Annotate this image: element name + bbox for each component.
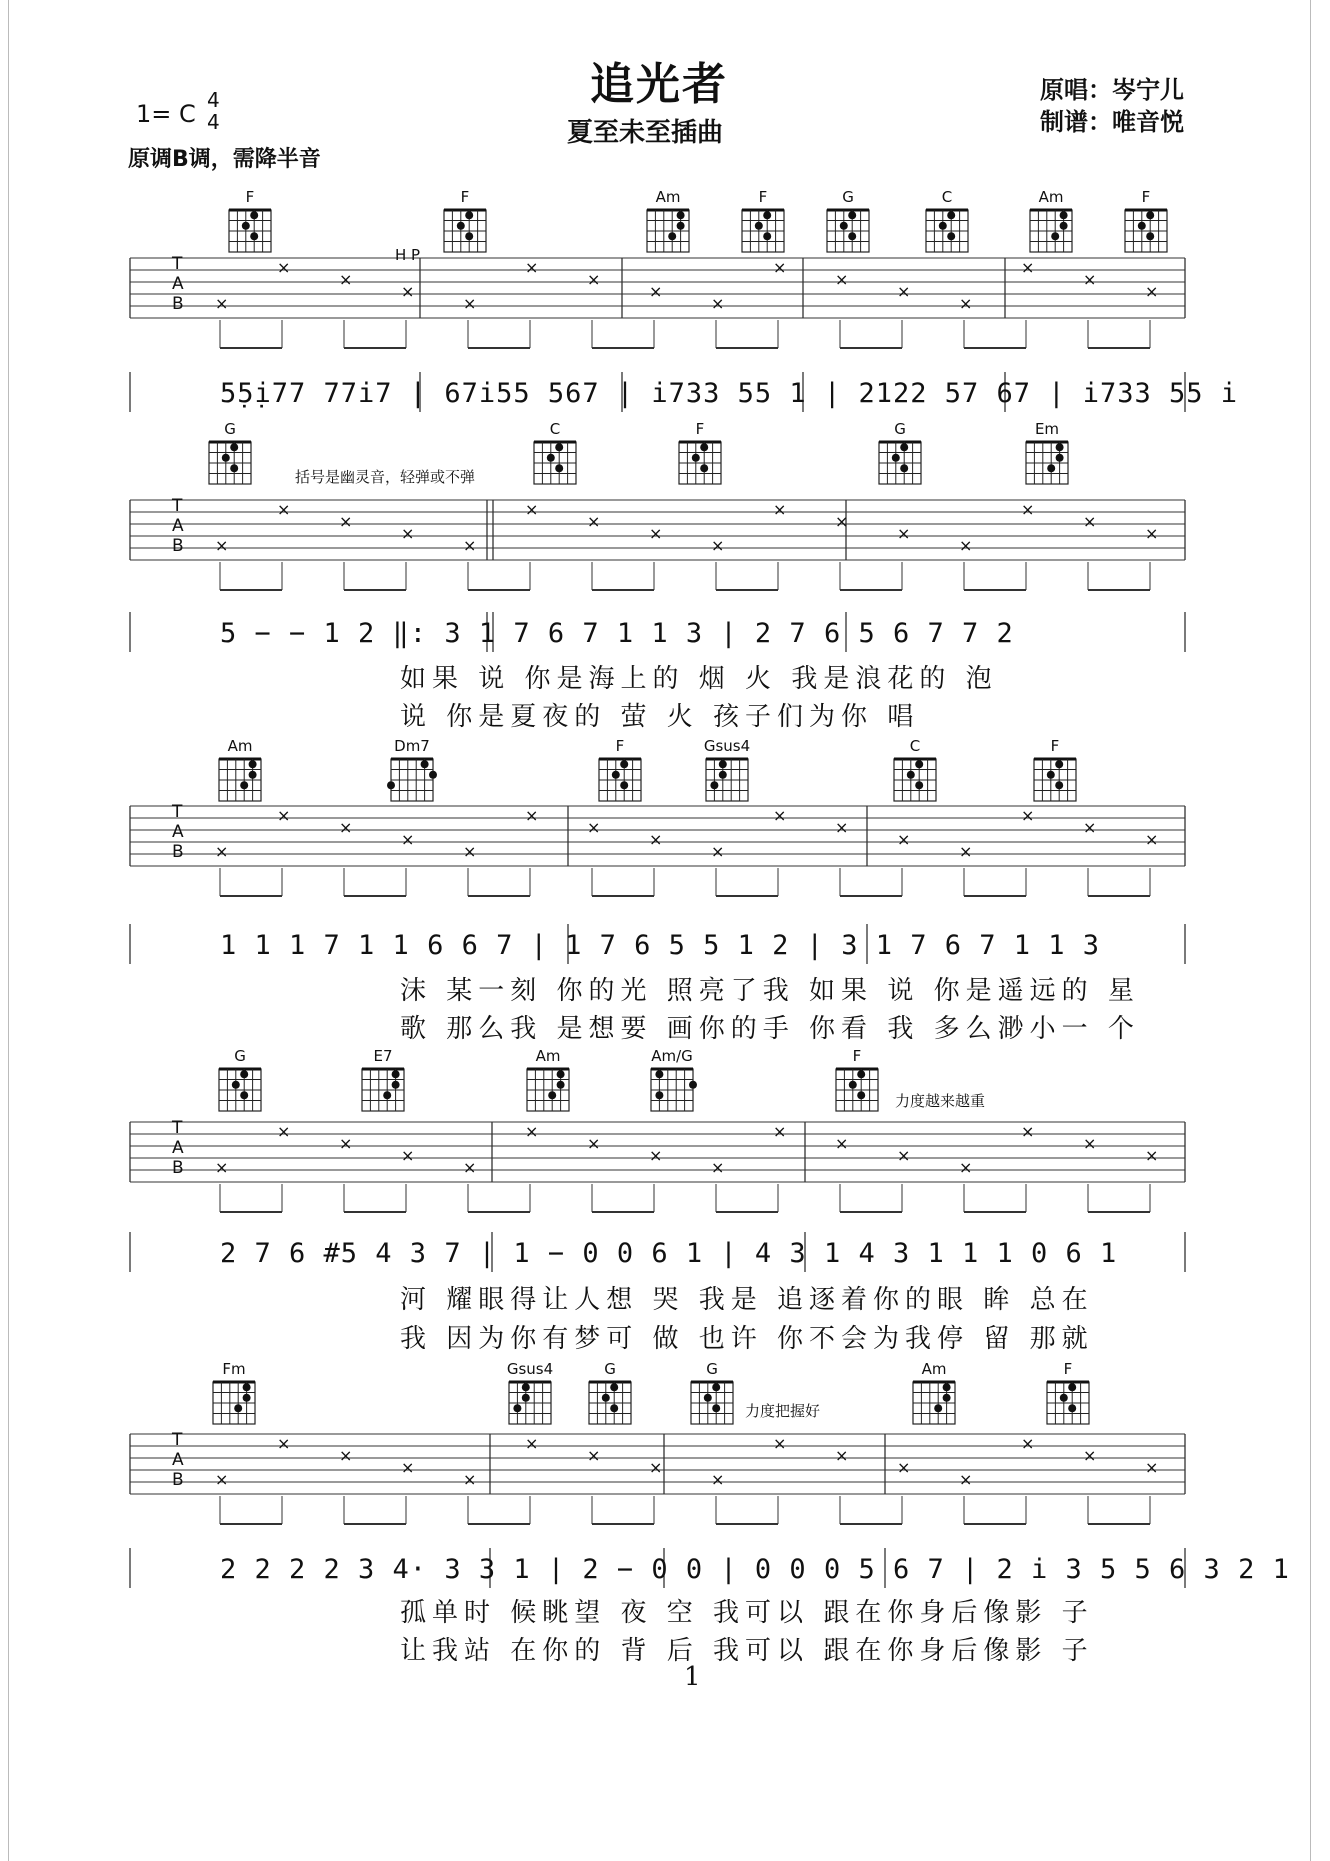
tab-strum-mark: × (1083, 270, 1097, 289)
chord-finger-dot (557, 1070, 565, 1078)
chord-finger-dot (712, 1404, 720, 1412)
tab-strum-mark: × (463, 1158, 477, 1177)
chord-finger-dot (421, 760, 429, 768)
tab-strum-mark: × (1021, 258, 1035, 277)
tab-strum-mark: × (401, 524, 415, 543)
chord-finger-dot (222, 454, 230, 462)
tab-clef-B: B (172, 1470, 184, 1490)
tab-strum-mark: × (215, 1470, 229, 1489)
chord-name-label: Am (227, 737, 253, 755)
chord-finger-dot (710, 781, 718, 789)
tab-strum-mark: × (773, 1122, 787, 1141)
tab-strum-mark: × (215, 536, 229, 555)
chord-finger-dot (249, 760, 257, 768)
tab-strum-mark: × (525, 258, 539, 277)
chord-finger-dot (243, 1394, 251, 1402)
tab-strum-mark: × (773, 258, 787, 277)
chord-finger-dot (719, 771, 727, 779)
tab-strum-mark: × (649, 1458, 663, 1477)
chord-finger-dot (934, 1404, 942, 1412)
tab-clef-B: B (172, 536, 184, 556)
chord-finger-dot (915, 760, 923, 768)
tab-strum-mark: × (897, 830, 911, 849)
tab-strum-mark: × (1021, 1122, 1035, 1141)
tab-strum-mark: × (649, 282, 663, 301)
tab-strum-mark: × (215, 842, 229, 861)
chord-name-label: F (460, 188, 470, 206)
chord-finger-dot (234, 1404, 242, 1412)
chord-finger-dot (1056, 443, 1064, 451)
tab-clef-A: A (172, 822, 184, 842)
chord-finger-dot (655, 1070, 663, 1078)
chord-finger-dot (943, 1383, 951, 1391)
chord-finger-dot (602, 1394, 610, 1402)
chord-finger-dot (465, 232, 473, 240)
tab-clef-T: T (172, 802, 183, 822)
chord-finger-dot (242, 222, 250, 230)
chord-finger-dot (857, 1070, 865, 1078)
chord-name-label: Am (535, 1047, 561, 1065)
chord-name-label: F (695, 420, 705, 438)
tab-strum-mark: × (897, 1146, 911, 1165)
tab-strum-mark: × (1145, 282, 1159, 301)
tab-clef-T: T (172, 1430, 183, 1450)
chord-finger-dot (1047, 771, 1055, 779)
lyrics-verse-2: 我 因为你有梦可 做 也许 你不会为我停 留 那就 (400, 1324, 1094, 1354)
chord-finger-dot (907, 771, 915, 779)
chord-finger-dot (892, 454, 900, 462)
tab-strum-mark: × (587, 1134, 601, 1153)
chord-finger-dot (857, 1091, 865, 1099)
chord-finger-dot (692, 454, 700, 462)
tab-strum-mark: × (835, 1134, 849, 1153)
chord-finger-dot (392, 1081, 400, 1089)
tab-strum-mark: × (1083, 512, 1097, 531)
tab-strum-mark: × (1145, 830, 1159, 849)
chord-finger-dot (465, 211, 473, 219)
tab-strum-mark: × (587, 270, 601, 289)
tab-strum-mark: × (339, 818, 353, 837)
tab-strum-mark: × (1021, 806, 1035, 825)
chord-name-label: Am (1038, 188, 1064, 206)
chord-finger-dot (548, 1091, 556, 1099)
lyrics-verse-1: 如果 说 你是海上的 烟 火 我是浪花的 泡 (400, 664, 998, 694)
tab-strum-mark: × (277, 258, 291, 277)
jianpu-notation: 2 2 2 2 3 4· 3 3 1 | 2 − 0 0 | 0 0 0 5 6 7 | 2 i 3 5 5 6 3 2 1 (220, 1554, 1290, 1585)
tab-strum-mark: × (649, 1146, 663, 1165)
tab-strum-mark: × (587, 512, 601, 531)
chord-finger-dot (522, 1383, 530, 1391)
chord-finger-dot (547, 454, 555, 462)
tab-clef-B: B (172, 294, 184, 314)
chord-finger-dot (947, 232, 955, 240)
chord-name-label: Am (655, 188, 681, 206)
tab-strum-mark: × (587, 818, 601, 837)
chord-finger-dot (620, 760, 628, 768)
tab-strum-mark: × (1083, 818, 1097, 837)
tab-strum-mark: × (1145, 1146, 1159, 1165)
jianpu-notation: 2 7 6 #5 4 3 7 | 1 − 0 0 6 1 | 4 3 1 4 3 1 1 1 0 6 1 (220, 1238, 1118, 1269)
chord-finger-dot (763, 232, 771, 240)
tab-clef-A: A (172, 274, 184, 294)
chord-finger-dot (1138, 222, 1146, 230)
chord-finger-dot (1055, 760, 1063, 768)
tab-strum-mark: × (339, 1446, 353, 1465)
tab-strum-mark: × (897, 1458, 911, 1477)
tab-strum-mark: × (711, 1470, 725, 1489)
page-number: 1 (684, 1662, 701, 1692)
chord-finger-dot (230, 443, 238, 451)
tab-strum-mark: × (773, 500, 787, 519)
arranger: 制谱：唯音悦 (1040, 108, 1184, 136)
tab-strum-mark: × (525, 1122, 539, 1141)
tab-strum-mark: × (835, 270, 849, 289)
chord-finger-dot (232, 1081, 240, 1089)
tab-strum-mark: × (339, 512, 353, 531)
chord-name-label: Fm (222, 1360, 246, 1378)
chord-finger-dot (522, 1394, 530, 1402)
chord-finger-dot (1060, 222, 1068, 230)
jianpu-notation: 5̣5̣i77 77i7 | 67i55 567 | i733 55 1 | 2122 57 67 | i733 55 i (220, 378, 1239, 409)
tab-strum-mark: × (525, 500, 539, 519)
chord-finger-dot (230, 464, 238, 472)
tab-strum-mark: × (835, 512, 849, 531)
tab-strum-mark: × (649, 830, 663, 849)
chord-finger-dot (704, 1394, 712, 1402)
tab-strum-mark: × (277, 1122, 291, 1141)
tab-strum-mark: × (339, 1134, 353, 1153)
chord-name-label: F (245, 188, 255, 206)
tab-strum-mark: × (1145, 524, 1159, 543)
tab-strum-mark: × (897, 282, 911, 301)
chord-finger-dot (612, 771, 620, 779)
tab-strum-mark: × (525, 806, 539, 825)
chord-finger-dot (1146, 232, 1154, 240)
tab-strum-mark: × (711, 842, 725, 861)
chord-finger-dot (1068, 1404, 1076, 1412)
chord-name-label: G (224, 420, 236, 438)
chord-finger-dot (392, 1070, 400, 1078)
chord-finger-dot (250, 232, 258, 240)
chord-finger-dot (677, 222, 685, 230)
chord-name-label: F (615, 737, 625, 755)
tab-strum-mark: × (835, 818, 849, 837)
tab-strum-mark: × (401, 830, 415, 849)
key-signature: 1= C (136, 100, 196, 128)
jianpu-notation: 1 1 1 7 1 1 6 6 7 | 1 7 6 5 5 1 2 | 3 1 7 6 7 1 1 3 (220, 930, 1101, 961)
chord-name-label: C (941, 188, 953, 206)
chord-finger-dot (620, 781, 628, 789)
tab-clef-T: T (172, 254, 183, 274)
chord-finger-dot (555, 443, 563, 451)
chord-name-label: Dm7 (394, 737, 430, 755)
tab-strum-mark: × (401, 1458, 415, 1477)
chord-finger-dot (250, 211, 258, 219)
original-singer: 原唱：岑宁儿 (1040, 76, 1184, 104)
chord-finger-dot (900, 464, 908, 472)
tab-strum-mark: × (711, 536, 725, 555)
tab-strum-mark: × (1021, 1434, 1035, 1453)
lyrics-verse-2: 让我站 在你的 背 后 我可以 跟在你身后像影 子 (400, 1636, 1094, 1666)
tab-strum-mark: × (463, 294, 477, 313)
tab-strum-mark: × (959, 294, 973, 313)
chord-name-label: C (549, 420, 561, 438)
chord-finger-dot (840, 222, 848, 230)
chord-name-label: F (852, 1047, 862, 1065)
tab-strum-mark: × (959, 1158, 973, 1177)
tab-strum-mark: × (773, 1434, 787, 1453)
chord-finger-dot (848, 232, 856, 240)
chord-name-label: F (1050, 737, 1060, 755)
tab-strum-mark: × (773, 806, 787, 825)
chord-finger-dot (712, 1383, 720, 1391)
chord-finger-dot (849, 1081, 857, 1089)
lyrics-verse-1: 河 耀眼得让人想 哭 我是 追逐着你的眼 眸 总在 (400, 1285, 1094, 1315)
tab-strum-mark: × (463, 1470, 477, 1489)
chord-finger-dot (677, 211, 685, 219)
tab-strum-mark: × (1083, 1134, 1097, 1153)
performance-note: H P (395, 246, 421, 264)
tab-strum-mark: × (401, 282, 415, 301)
chord-finger-dot (383, 1091, 391, 1099)
tab-strum-mark: × (1145, 1458, 1159, 1477)
chord-name-label: F (1063, 1360, 1073, 1378)
chord-name-label: Gsus4 (506, 1360, 554, 1378)
chord-finger-dot (249, 771, 257, 779)
tab-strum-mark: × (525, 1434, 539, 1453)
chord-finger-dot (1056, 454, 1064, 462)
chord-finger-dot (1060, 211, 1068, 219)
chord-finger-dot (243, 1383, 251, 1391)
chord-name-label: F (758, 188, 768, 206)
chord-finger-dot (689, 1081, 697, 1089)
tab-clef-B: B (172, 842, 184, 862)
tab-strum-mark: × (339, 270, 353, 289)
performance-note: 力度把握好 (745, 1402, 821, 1420)
performance-note: 力度越来越重 (895, 1092, 986, 1110)
chord-finger-dot (943, 1394, 951, 1402)
tab-clef-A: A (172, 1138, 184, 1158)
tab-strum-mark: × (277, 500, 291, 519)
tab-strum-mark: × (897, 524, 911, 543)
chord-finger-dot (700, 443, 708, 451)
tab-strum-mark: × (277, 1434, 291, 1453)
chord-name-label: G (234, 1047, 246, 1065)
chord-finger-dot (1068, 1383, 1076, 1391)
tab-strum-mark: × (401, 1146, 415, 1165)
chord-finger-dot (915, 781, 923, 789)
chord-finger-dot (387, 781, 395, 789)
lyrics-verse-2: 说 你是夏夜的 萤 火 孩子们为你 唱 (400, 702, 920, 732)
chord-name-label: G (706, 1360, 718, 1378)
lyrics-verse-1: 孤单时 候眺望 夜 空 我可以 跟在你身后像影 子 (400, 1598, 1094, 1628)
tab-strum-mark: × (649, 524, 663, 543)
tab-clef-A: A (172, 516, 184, 536)
tab-strum-mark: × (835, 1446, 849, 1465)
chord-finger-dot (755, 222, 763, 230)
jianpu-notation: 5 − − 1 2 ‖: 3 1 7 6 7 1 1 3 | 2 7 6 5 6 7 7 2 (220, 618, 1014, 649)
chord-finger-dot (1055, 781, 1063, 789)
tab-clef-A: A (172, 1450, 184, 1470)
tab-strum-mark: × (1083, 1446, 1097, 1465)
time-signature-bottom: 4 (207, 110, 220, 134)
tab-strum-mark: × (959, 536, 973, 555)
chord-name-label: G (604, 1360, 616, 1378)
chord-finger-dot (610, 1404, 618, 1412)
tab-strum-mark: × (587, 1446, 601, 1465)
chord-name-label: Em (1034, 420, 1060, 438)
chord-finger-dot (1051, 232, 1059, 240)
tab-clef-T: T (172, 496, 183, 516)
chord-finger-dot (947, 211, 955, 219)
performance-note: 括号是幽灵音，轻弹或不弹 (295, 468, 476, 486)
chord-finger-dot (1060, 1394, 1068, 1402)
chord-finger-dot (1047, 464, 1055, 472)
tab-strum-mark: × (215, 294, 229, 313)
chord-finger-dot (429, 771, 437, 779)
chord-finger-dot (610, 1383, 618, 1391)
chord-name-label: G (842, 188, 854, 206)
lyrics-verse-1: 沫 某一刻 你的光 照亮了我 如果 说 你是遥远的 星 (400, 976, 1140, 1006)
chord-finger-dot (700, 464, 708, 472)
time-signature-top: 4 (207, 88, 220, 112)
chord-finger-dot (555, 464, 563, 472)
chord-finger-dot (719, 760, 727, 768)
tab-strum-mark: × (711, 1158, 725, 1177)
chord-finger-dot (240, 1091, 248, 1099)
tab-clef-B: B (172, 1158, 184, 1178)
song-subtitle: 夏至未至插曲 (567, 118, 724, 148)
chord-name-label: G (894, 420, 906, 438)
tab-strum-mark: × (463, 536, 477, 555)
chord-finger-dot (900, 443, 908, 451)
tab-strum-mark: × (1021, 500, 1035, 519)
tab-strum-mark: × (959, 1470, 973, 1489)
chord-finger-dot (939, 222, 947, 230)
tab-strum-mark: × (959, 842, 973, 861)
lyrics-verse-2: 歌 那么我 是想要 画你的手 你看 我 多么渺小一 个 (400, 1014, 1140, 1044)
tab-strum-mark: × (711, 294, 725, 313)
tab-strum-mark: × (215, 1158, 229, 1177)
chord-finger-dot (457, 222, 465, 230)
chord-name-label: F (1141, 188, 1151, 206)
tab-strum-mark: × (277, 806, 291, 825)
chord-name-label: Gsus4 (703, 737, 751, 755)
chord-finger-dot (240, 1070, 248, 1078)
song-title: 追光者 (590, 59, 728, 110)
chord-finger-dot (848, 211, 856, 219)
tab-strum-mark: × (463, 842, 477, 861)
original-key-note: 原调B调，需降半音 (128, 147, 321, 172)
chord-finger-dot (513, 1404, 521, 1412)
tab-clef-T: T (172, 1118, 183, 1138)
chord-finger-dot (557, 1081, 565, 1089)
chord-finger-dot (240, 781, 248, 789)
chord-finger-dot (1146, 211, 1154, 219)
chord-finger-dot (668, 232, 676, 240)
chord-name-label: C (909, 737, 921, 755)
chord-name-label: Am/G (651, 1047, 693, 1065)
chord-name-label: Am (921, 1360, 947, 1378)
chord-finger-dot (763, 211, 771, 219)
chord-finger-dot (655, 1091, 663, 1099)
chord-name-label: E7 (373, 1047, 393, 1065)
